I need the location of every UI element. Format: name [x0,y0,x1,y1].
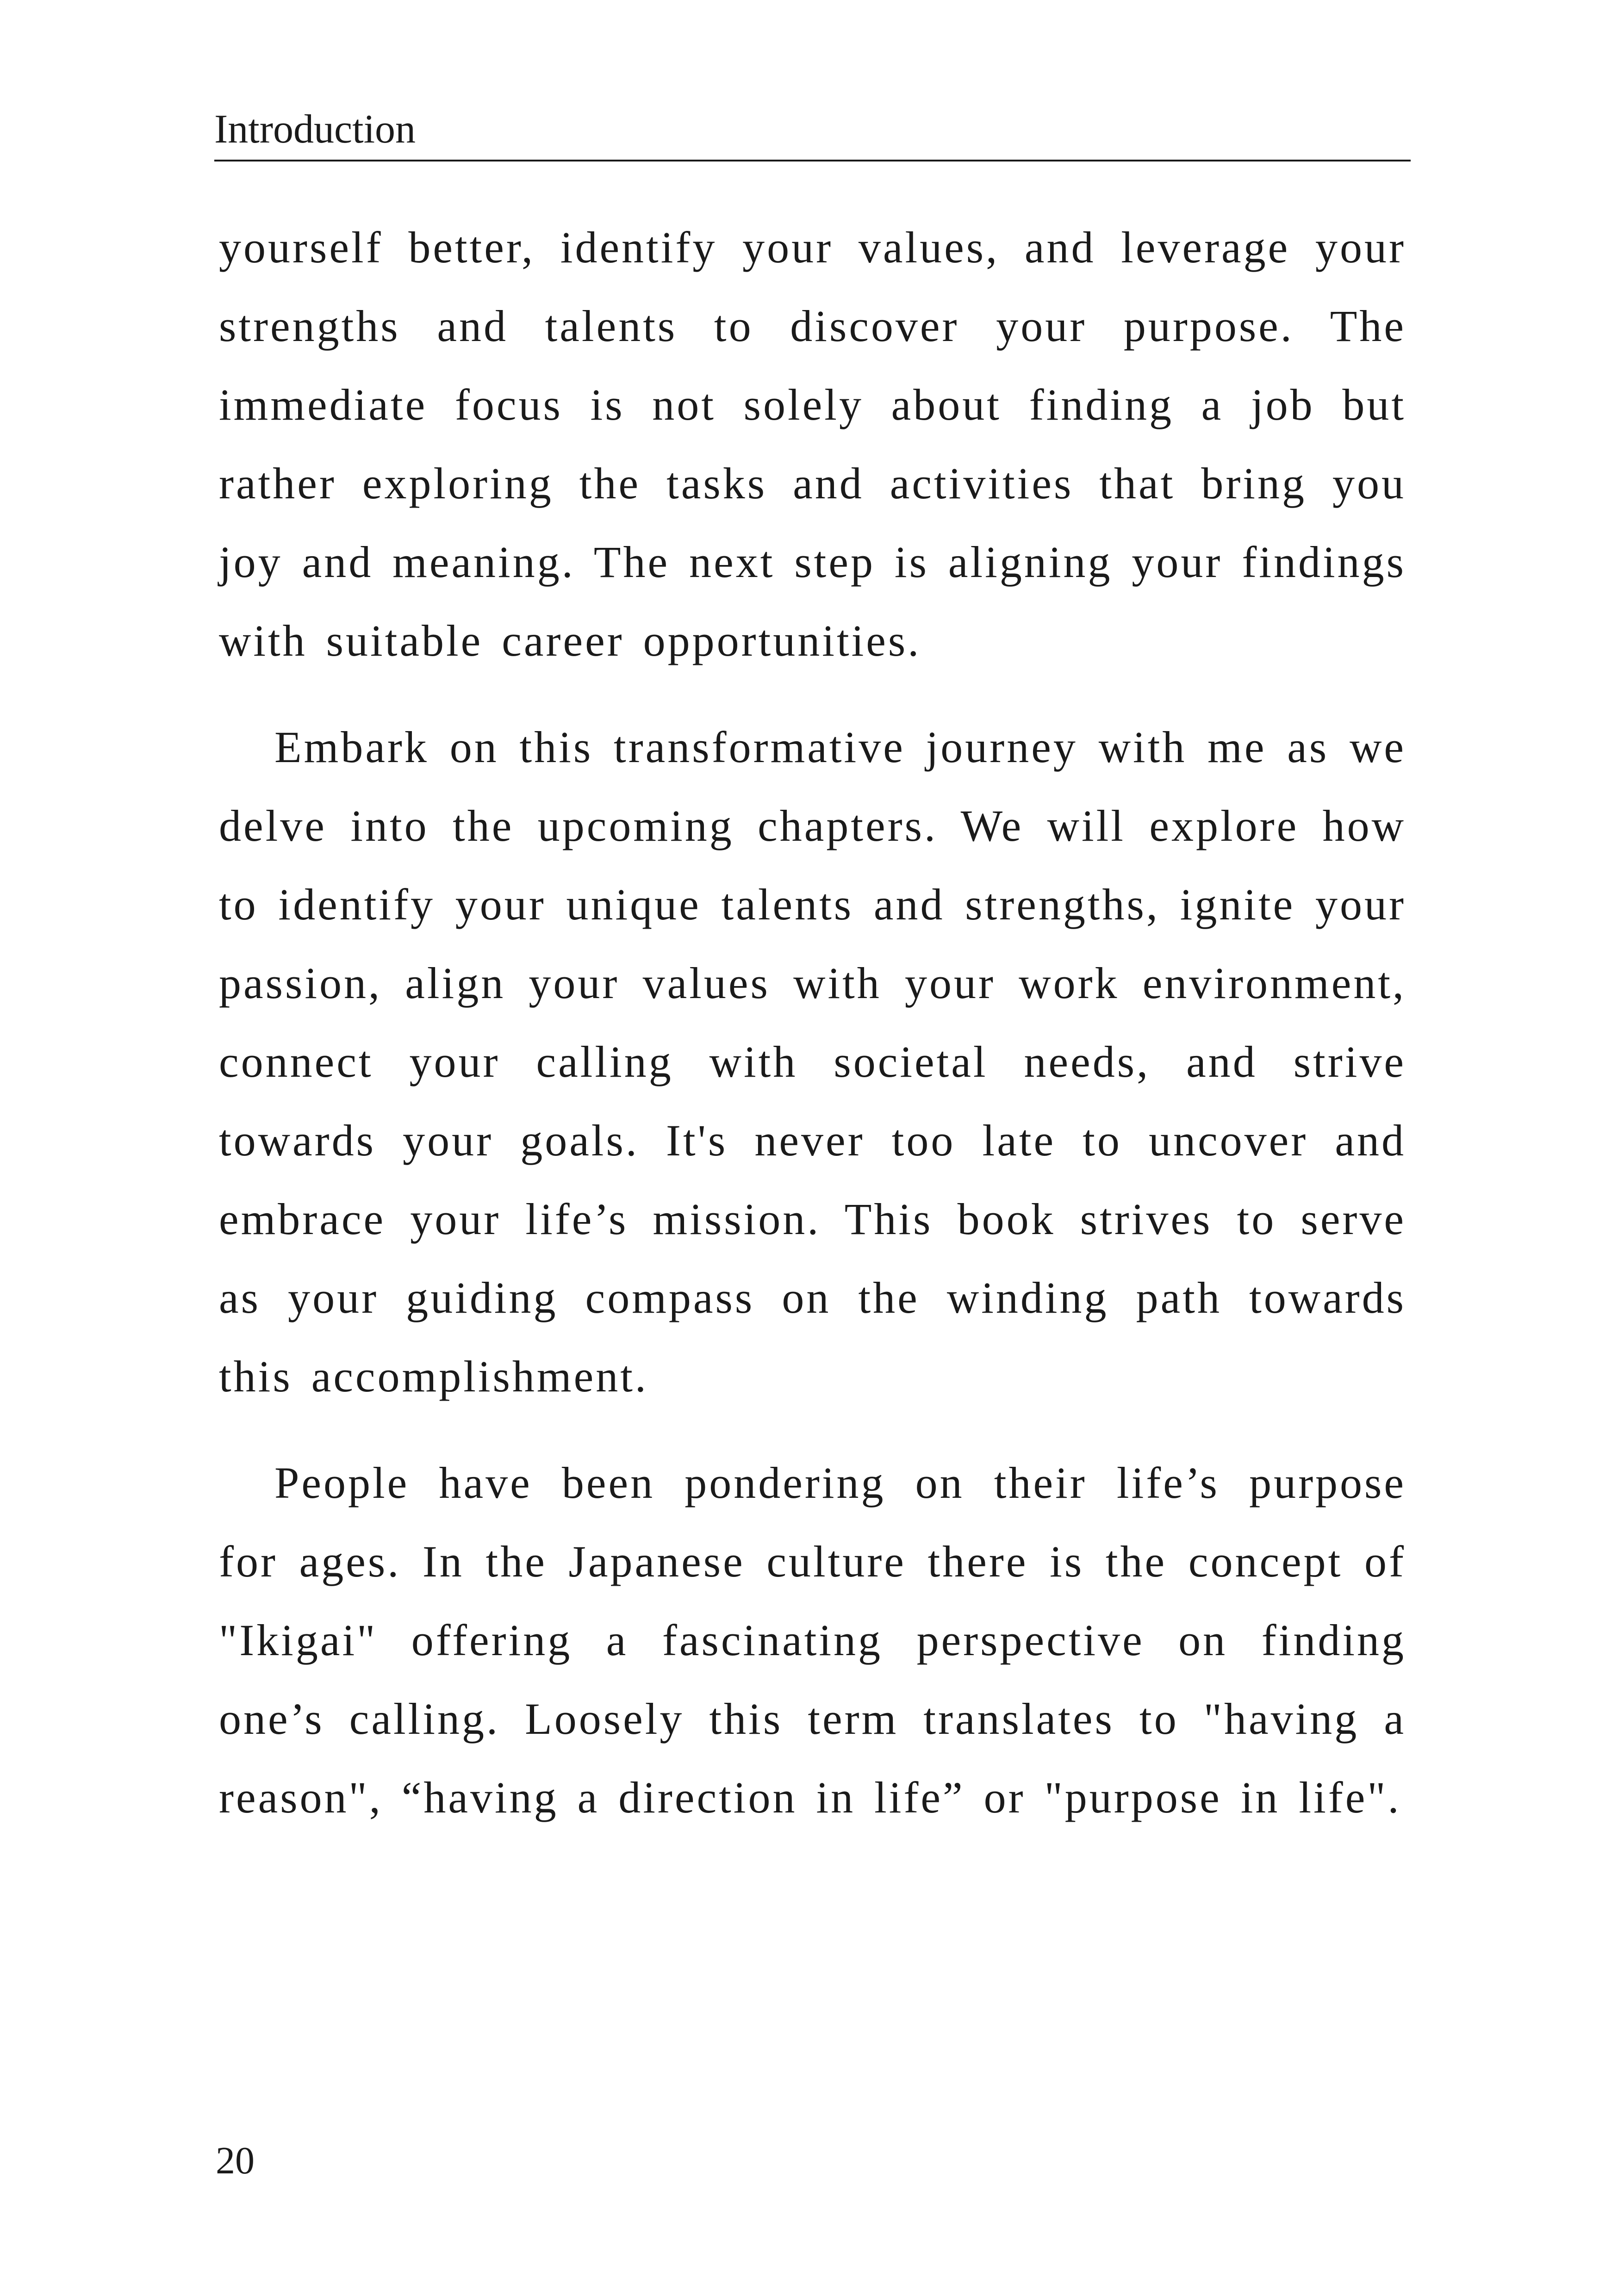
page-number: 20 [216,2139,255,2182]
header-divider [214,160,1411,161]
paragraph-ikigai: People have been pondering on their life’s purpose for ages. In the Japanese culture there is the concept of "Ikigai" offering a fascinating perspective on finding one’s calling. Loosely this term translates to "having a reason", “having a direction in life” or "purpose in life". [219,1458,1406,1822]
paragraph-journey: Embark on this transformative journey with me as we delve into the upcoming chapters. We will explore how to identify your unique talents and strengths, ignite your passion, align your values with your work environment, connect your calling with societal needs, and strive towards your goals. It's never too late to uncover and embrace your life’s mission. This book strives to serve as your guiding compass on the winding path towards this accomplishment. [219,722,1406,1401]
paragraph-continued: yourself better, identify your values, and leverage your strengths and talents to discover your purpose. The immediate focus is not solely about finding a job but rather exploring the tasks and activities that bring you joy and meaning. The next step is aligning your findings with suitable career opportunities. [219,223,1406,665]
body-text [219,208,1406,1837]
running-header: Introduction [214,107,416,152]
